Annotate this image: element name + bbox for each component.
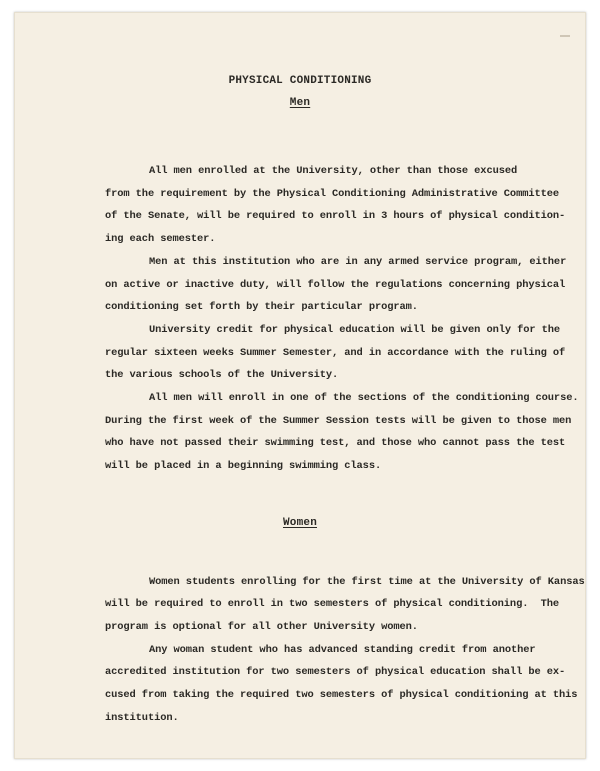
- document-page: [14, 12, 586, 759]
- text-line: accredited institution for two semesters of physical education shall be ex-: [105, 666, 566, 678]
- text-line: Any woman student who has advanced standing credit from another: [149, 644, 536, 656]
- text-line: will be required to enroll in two semesters of physical conditioning. The: [105, 598, 560, 610]
- section-heading-men: Men: [289, 97, 311, 109]
- text-line: All men will enroll in one of the sections of the conditioning course.: [149, 392, 579, 404]
- text-line: During the first week of the Summer Session tests will be given to those men: [105, 415, 572, 427]
- text-line: from the requirement by the Physical Conditioning Administrative Committee: [105, 188, 560, 200]
- text-line: will be placed in a beginning swimming class.: [105, 460, 382, 472]
- text-line: Men at this institution who are in any armed service program, either: [149, 256, 567, 268]
- text-line: conditioning set forth by their particular program.: [105, 301, 418, 313]
- text-line: cused from taking the required two semesters of physical conditioning at this: [105, 689, 578, 701]
- corner-mark: [560, 35, 570, 37]
- text-line: Women students enrolling for the first time at the University of Kansas: [149, 576, 585, 588]
- text-line: institution.: [105, 712, 179, 724]
- page-title: PHYSICAL CONDITIONING: [228, 75, 372, 87]
- text-line: on active or inactive duty, will follow the regulations concerning physical: [105, 279, 566, 291]
- text-line: University credit for physical education will be given only for the: [149, 324, 561, 336]
- text-line: the various schools of the University.: [105, 369, 339, 381]
- text-line: ing each semester.: [105, 233, 216, 245]
- text-line: of the Senate, will be required to enroll in 3 hours of physical condition-: [105, 210, 566, 222]
- text-line: who have not passed their swimming test, and those who cannot pass the test: [105, 437, 566, 449]
- section-heading-women: Women: [282, 517, 317, 529]
- text-line: All men enrolled at the University, other than those excused: [149, 165, 518, 177]
- text-line: regular sixteen weeks Summer Semester, and in accordance with the ruling of: [105, 347, 566, 359]
- text-line: program is optional for all other University women.: [105, 621, 418, 633]
